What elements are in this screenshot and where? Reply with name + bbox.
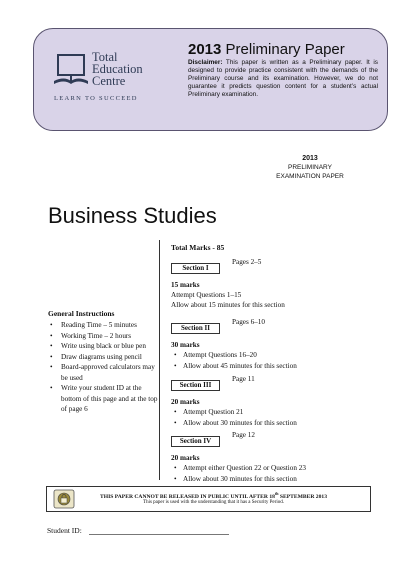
instruction-item: • Board-approved calculators may be used (48, 362, 158, 383)
column-divider (159, 240, 160, 480)
general-instructions-list (48, 320, 158, 415)
section-pages: Pages 6–10 (232, 318, 265, 326)
section-bullet: • Allow about 30 minutes for this section (171, 418, 297, 429)
paper-title-text: Preliminary Paper (225, 41, 345, 58)
exam-line-1: PRELIMINARY (288, 164, 332, 171)
section-bullet: • Allow about 30 minutes for this section (171, 474, 306, 485)
instruction-item: • Write using black or blue pen (48, 341, 158, 352)
instruction-item: • Working Time – 2 hours (48, 331, 158, 342)
section-label: Section I (171, 263, 220, 274)
student-id-label: Student ID: (47, 526, 82, 535)
section-pages: Page 12 (232, 431, 255, 439)
exam-year: 2013 (302, 155, 318, 162)
instruction-item: • Draw diagrams using pencil (48, 352, 158, 363)
section-bullets (171, 407, 297, 428)
instruction-item: • Reading Time – 5 minutes (48, 320, 158, 331)
total-education-centre-logo (52, 51, 192, 121)
disclaimer (188, 59, 378, 99)
section-1 (171, 257, 285, 310)
subject-title: Business Studies (48, 203, 217, 228)
section-bullet: • Allow about 45 minutes for this section (171, 361, 297, 372)
release-notice-main-sup: th (274, 491, 279, 496)
logo-tagline: LEARN TO SUCCEED (54, 95, 138, 102)
exam-line-2: EXAMINATION PAPER (276, 173, 344, 180)
section-bullets (171, 350, 297, 371)
header-banner (33, 28, 388, 131)
logo-wordmark (92, 51, 143, 87)
paper-year: 2013 (188, 41, 222, 58)
release-notice-main (47, 491, 370, 500)
total-marks: Total Marks - 85 (171, 243, 225, 252)
general-instructions-title: General Instructions (48, 309, 115, 318)
instruction-item: • Write your student ID at the bottom of this page and at the top of page 6 (48, 383, 158, 415)
section-3 (171, 374, 297, 428)
section-2 (171, 317, 297, 371)
disclaimer-label: Disclaimer: (188, 59, 223, 66)
section-bullet: • Attempt Questions 16–20 (171, 350, 297, 361)
release-notice-sub: This paper is used with the understanding that it has a Security Period. (143, 500, 284, 505)
section-bullet: • Attempt either Question 22 or Question 23 (171, 463, 306, 474)
section-pages: Pages 2–5 (232, 258, 262, 266)
exam-identifier (250, 154, 370, 181)
section-marks: 15 marks (171, 281, 200, 289)
section-marks: 20 marks (171, 398, 200, 406)
release-notice (46, 486, 371, 512)
section-4 (171, 430, 306, 484)
section-line: Attempt Questions 1–15 (171, 291, 242, 299)
section-label: Section IV (171, 436, 220, 447)
section-label: Section III (171, 380, 220, 391)
release-notice-main-prefix: THIS PAPER CANNOT BE RELEASED IN PUBLIC UNTIL AFTER 18 (99, 493, 275, 500)
section-pages: Page 11 (232, 375, 255, 383)
section-label: Section II (171, 323, 220, 334)
section-marks: 20 marks (171, 454, 200, 462)
section-bullet: • Attempt Question 21 (171, 407, 297, 418)
logo-line-1: Total (92, 50, 118, 64)
disclaimer-text: This paper is written as a Preliminary paper. It is designed to provide practice consistent with the demands of the Preliminary course and its examination. However, we do not guarantee it predicts question content for a student’s actual Preliminary examination. (188, 59, 378, 98)
section-marks: 30 marks (171, 341, 200, 349)
logo-line-2: Education (92, 62, 143, 76)
section-bullets (171, 463, 306, 484)
logo-line-3: Centre (92, 74, 126, 88)
section-line: Allow about 15 minutes for this section (171, 301, 285, 309)
paper-title (188, 41, 345, 58)
release-notice-main-suffix: SEPTEMBER 2013 (278, 493, 327, 500)
book-with-monitor-icon (52, 51, 92, 91)
student-id-field[interactable] (89, 534, 229, 535)
